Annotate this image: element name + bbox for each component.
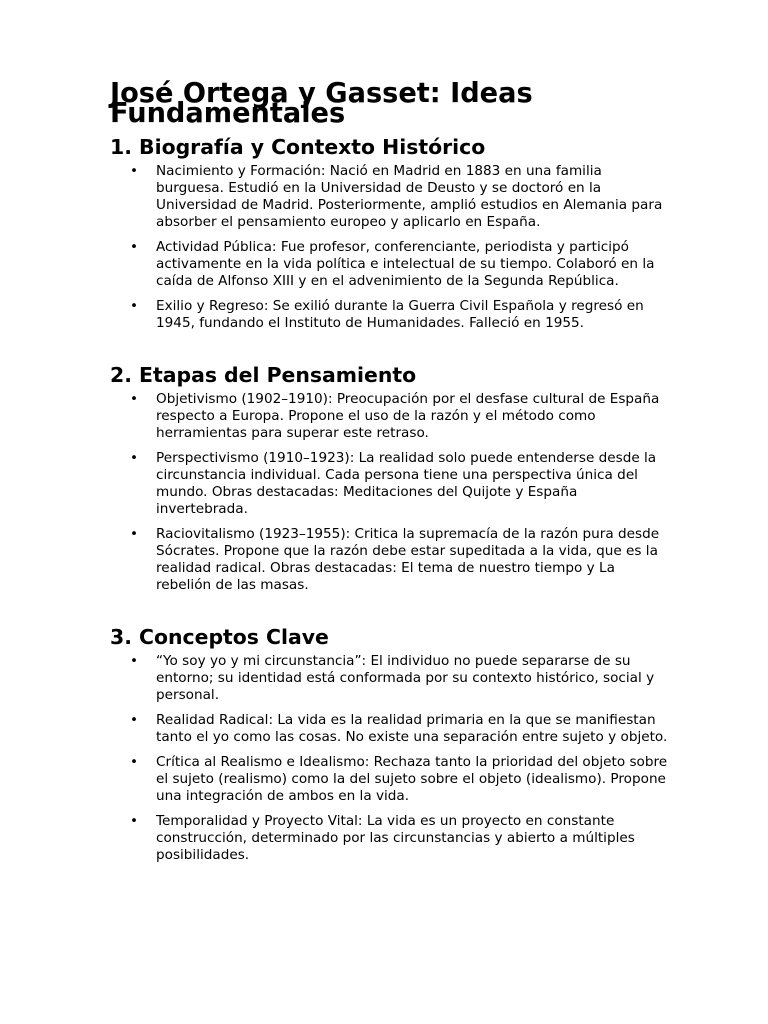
list-item-text: Actividad Pública: Fue profesor, conferenciante, periodista y participó activamente en la vida política e intelectual de su tiempo. Colaboró en la caída de Alfonso XIII y en el advenimiento de la Segunda República.: [156, 239, 655, 289]
bullet-icon: •: [130, 239, 139, 255]
list-item: [110, 163, 670, 231]
list-item-text: Crítica al Realismo e Idealismo: Rechaza tanto la prioridad del objeto sobre el sujeto (realismo) como la del sujeto sobre el objeto (idealismo). Propone una integración de ambos en la vida.: [156, 754, 668, 804]
document-page: [110, 78, 670, 864]
list-item-text: Exilio y Regreso: Se exilió durante la Guerra Civil Española y regresó en 1945, fundando el Instituto de Humanidades. Falleció en 1955.: [156, 298, 644, 331]
bullet-icon: •: [130, 813, 139, 829]
bullet-icon: •: [130, 526, 139, 542]
list-item-text: “Yo soy yo y mi circunstancia”: El individuo no puede separarse de su entorno; su identidad está conformada por su contexto histórico, social y personal.: [156, 653, 655, 703]
bullet-icon: •: [130, 391, 139, 407]
list-item: [110, 391, 670, 442]
bullet-icon: •: [130, 298, 139, 314]
list-item: [110, 712, 670, 746]
list-item-text: Raciovitalismo (1923–1955): Critica la supremacía de la razón pura desde Sócrates. Propone que la razón debe estar supeditada a la vida, que es la realidad radical. Obras destacadas: El tema de nuestro tiempo y La rebelión de las masas.: [156, 526, 660, 593]
list-item-text: Realidad Radical: La vida es la realidad primaria en la que se manifiestan tanto el yo como las cosas. No existe una separación entre sujeto y objeto.: [156, 712, 668, 745]
bullet-icon: •: [130, 163, 139, 179]
list-item: [110, 653, 670, 704]
list-item-text: Perspectivismo (1910–1923): La realidad solo puede entenderse desde la circunstancia individual. Cada persona tiene una perspectiva única del mundo. Obras destacadas: Meditaciones del Quijote y España invertebrada.: [156, 450, 657, 517]
list-item-text: Temporalidad y Proyecto Vital: La vida es un proyecto en constante construcción, determinado por las circunstancias y abierto a múltiples posibilidades.: [156, 813, 635, 863]
list-item-text: Nacimiento y Formación: Nació en Madrid en 1883 en una familia burguesa. Estudió en la Universidad de Deusto y se doctoró en la Universidad de Madrid. Posteriormente, amplió estudios en Alemania para absorber el pensamiento europeo y aplicarlo en España.: [156, 163, 663, 230]
list-item: [110, 754, 670, 805]
section-heading-conceptos: 3. Conceptos Clave: [110, 625, 329, 649]
bullet-icon: •: [130, 712, 139, 728]
list-item: [110, 298, 670, 332]
list-item: [110, 239, 670, 290]
bullet-icon: •: [130, 754, 139, 770]
list-item-text: Objetivismo (1902–1910): Preocupación por el desfase cultural de España respecto a Europa. Propone el uso de la razón y el método como herramientas para superar este retraso.: [156, 391, 660, 441]
bullet-icon: •: [130, 450, 139, 466]
list-item: [110, 526, 670, 594]
section-list-biografia: [110, 163, 670, 332]
section-heading-biografia: 1. Biografía y Contexto Histórico: [110, 135, 486, 159]
section-list-etapas: [110, 391, 670, 594]
list-item: [110, 813, 670, 864]
bullet-icon: •: [130, 653, 139, 669]
section-list-conceptos: [110, 653, 670, 864]
list-item: [110, 450, 670, 518]
section-heading-etapas: 2. Etapas del Pensamiento: [110, 363, 417, 387]
document-title: José Ortega y Gasset: Ideas Fundamentales: [110, 78, 533, 129]
